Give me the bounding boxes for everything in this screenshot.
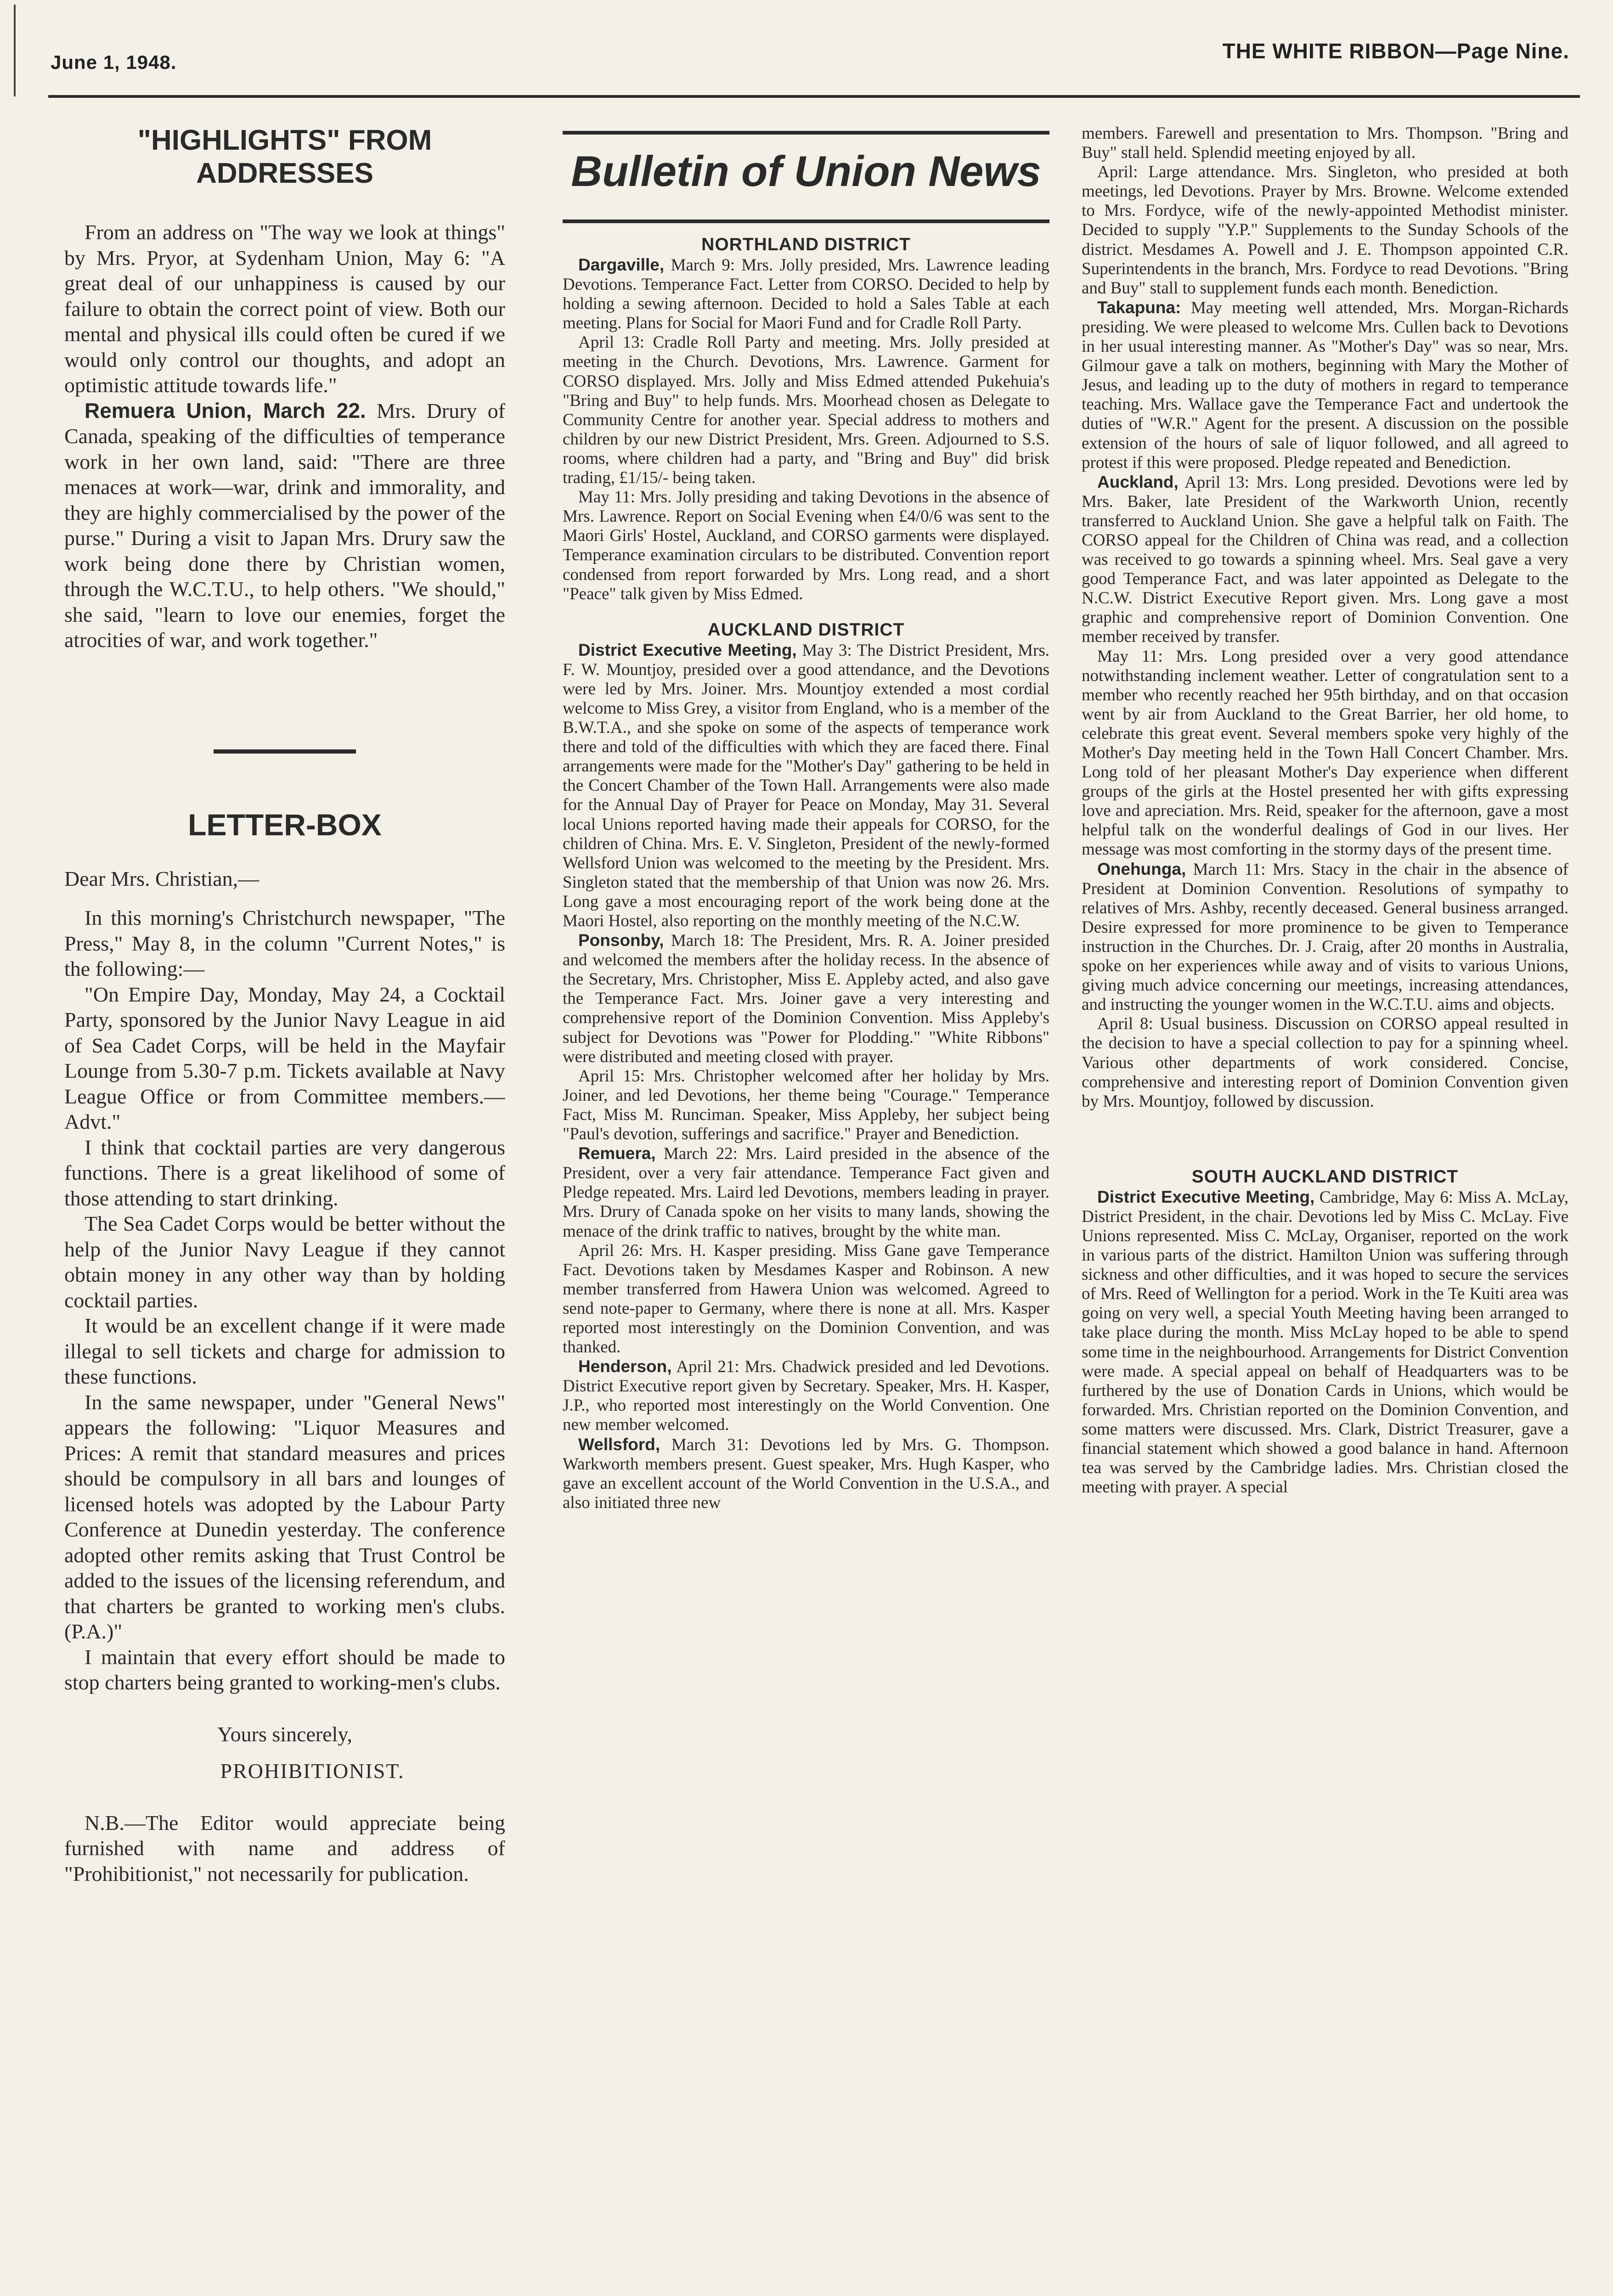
highlights-paragraph — [64, 398, 505, 653]
union-report — [1082, 860, 1568, 1015]
union-report: April: Large attendance. Mrs. Singleton, who presided at both meetings, led Devotions. Prayer by Mrs. Browne. Welcome extended to Mrs. Fordyce, wife of the newly-appointed Methodist minister. Decided to supply "Y.P." Supplements to the Sunday Schools of the district. Mesdames A. Powell and J. E. Thompson appointed C.R. Superintendents in the branch, Mrs. Fordyce to read Devotions. "Bring and Buy" stall to supplement funds each month. Benediction. — [1082, 163, 1568, 298]
paragraph-text: March 31: Devotions led by Mrs. G. Thompson. Warkworth members present. Guest speaker, Mrs. Hugh Kasper, who gave an excellent account of the World Convention in the U.S.A., and also initiated three new — [563, 1435, 1049, 1512]
union-lead: Henderson, — [578, 1357, 672, 1376]
union-lead: District Executive Meeting, — [578, 640, 797, 659]
letter-paragraph: In the same newspaper, under "General News" appears the following: "Liquor Measures and Prices: A remit that standard measures and prices should be compulsory in all bars and lounges of licensed hotels was adopted by the Labour Party Conference at Dunedin yesterday. The conference adopted other remits asking that Trust Control be added to the issues of the licensing referendum, and that charters be granted to working men's clubs. (P.A.)" — [64, 1390, 505, 1643]
union-report: April 15: Mrs. Christopher welcomed after her holiday by Mrs. Joiner, and led Devotions, her theme being "Courage." Temperance Fact, Miss M. Runciman. Speaker, Miss Appleby, her subject being "Paul's devotion, sufferings and sacrifice." Prayer and Benediction. — [563, 1066, 1049, 1144]
union-lead: Wellsford, — [578, 1435, 660, 1454]
paragraph-text: March 11: Mrs. Stacy in the chair in the absence of President at Dominion Convention. Resolutions of sympathy to relatives of Mrs. Ashby, recently deceased. General business arranged. Desire expressed for more prominence to be given to Temperance instruction in the Churches. Dr. J. Craig, after 20 months in Australia, spoke on her experiences while away and of visits to various Unions, giving much advice concerning our meetings, increasing attendances, and instructing the younger women in the W.C.T.U. aims and objects. — [1082, 860, 1568, 1014]
letter-salutation: Dear Mrs. Christian,— — [64, 867, 259, 890]
column-middle — [563, 234, 1049, 1513]
column-left — [64, 124, 505, 1886]
union-report: April 8: Usual business. Discussion on CORSO appeal resulted in the decision to have a special collection to pay for a spinning wheel. Various other departments of work considered. Concise, comprehensive and interesting report of Dominion Convention given by Mrs. Mountjoy, followed by discussion. — [1082, 1014, 1568, 1111]
union-report: members. Farewell and presentation to Mrs. Thompson. "Bring and Buy" stall held. Splendid meeting enjoyed by all. — [1082, 124, 1568, 163]
union-lead: Remuera, — [578, 1144, 656, 1163]
paragraph-text: March 22: Mrs. Laird presided in the absence of the President, over a very fair attendance. Temperance Fact given and Pledge repeated. Mrs. Laird led Devotions, members leading in prayer. Mrs. Drury of Canada spoke on her visits to many lands, showing the menace of the drink traffic to natives, brought by the white man. — [563, 1144, 1049, 1241]
union-report — [563, 1144, 1049, 1241]
letterbox-title: LETTER-BOX — [188, 807, 382, 842]
union-report: April 13: Cradle Roll Party and meeting. Mrs. Jolly presided at meeting in the Church. Devotions, Mrs. Lawrence. Garment for CORSO displayed. Mrs. Jolly and Miss Edmed attended Pukehuia's "Bring and Buy" to help funds. Mrs. Moorhead chosen as Delegate to Community Centre for another year. Special address to mothers and children by our new District President, Mrs. Green. Adjourned to S.S. rooms, where children had a party, and "Bring and Buy" did brisk trading, £1/15/- being taken. — [563, 333, 1049, 488]
paragraph-text: May 3: The District President, Mrs. F. W. Mountjoy, presided over a good attendance, and the Devotions were led by Mrs. Joiner. Mrs. Mountjoy extended a most cordial welcome to Miss Grey, a visitor from England, who is a member of the B.W.T.A., and she spoke on some of the aspects of temperance work there and told of the difficulties with which they are faced there. Final arrangements were made for the "Mother's Day" gathering to be held in the Concert Chamber of the Town Hall. Arrangements were also made for the Annual Day of Prayer for Peace on Monday, May 31. Several local Unions reported having made their appeals for CORSO, for the children of China. Mrs. E. V. Singleton, President of the newly-formed Wellsford Union was welcomed to the meeting by the President. Mrs. Singleton stated that the membership of that Union was now 26. Mrs. Long gave a most encouraging report of the work being done at the Maori Hostel, also reporting on the monthly meeting of the N.C.W. — [563, 641, 1049, 930]
union-lead: Takapuna: — [1097, 298, 1181, 317]
union-report — [563, 641, 1049, 931]
district-heading-south-auckland: SOUTH AUCKLAND DISTRICT — [1191, 1166, 1459, 1187]
column-right — [1082, 124, 1568, 1497]
page-running-head: THE WHITE RIBBON—Page Nine. — [1222, 39, 1569, 63]
paragraph-text: April 21: Mrs. Chadwick presided and led Devotions. District Executive report given by Secretary. Speaker, Mrs. H. Kasper, J.P., who reported most interestingly on the World Convention. One new member welcomed. — [563, 1357, 1049, 1435]
letter-paragraph: It would be an excellent change if it were made illegal to sell tickets and charge for admission to these functions. — [64, 1314, 505, 1388]
letter-closing: Yours sincerely, — [217, 1722, 352, 1746]
paragraph-text: March 18: The President, Mrs. R. A. Joiner presided and welcomed the members after the holiday recess. In the absence of the Secretary, Mrs. Christopher, Miss E. Appleby acted, and also gave the Temperance Fact. Mrs. Joiner gave a very interesting and comprehensive report of the Dominion Convention. Miss Appleby's subject for Devotions was "Power for Plodding." "White Ribbons" were distributed and meeting closed with prayer. — [563, 931, 1049, 1066]
header-rule — [48, 95, 1580, 98]
paragraph-text: March 9: Mrs. Jolly presided, Mrs. Lawrence leading Devotions. Temperance Fact. Letter from CORSO. Decided to help by holding a sewing afternoon. Decided to hold a Sales Table at each meeting. Plans for Social for Maori Fund and for Cradle Roll Party. — [563, 256, 1049, 333]
issue-date: June 1, 1948. — [51, 51, 177, 73]
bulletin-title: Bulletin of Union News — [571, 147, 1041, 195]
union-report — [1082, 298, 1568, 473]
union-lead: District Executive Meeting, — [1097, 1187, 1315, 1206]
letter-paragraph: I maintain that every effort should be made to stop charters being granted to working-men's clubs. — [64, 1645, 505, 1694]
union-report: May 11: Mrs. Long presided over a very good attendance notwithstanding inclement weather. Letter of congratulation sent to a member who recently reached her 95th birthday, and on that occasion went by air from Auckland to the Great Barrier, her old home, to celebrate this great event. Several members spoke very highly of the Mother's Day meeting held in the Town Hall Concert Chamber. Mrs. Long told of her pleasant Mother's Day experience when different groups of the girls at the Hostel presented her with gifts expressing love and apreciation. Mrs. Reid, speaker for the afternoon, gave a most helpful talk on the wonderful dealings of God in our lives. Her message was most comforting in the stormy days of the present time. — [1082, 647, 1568, 859]
editor-note: N.B.—The Editor would appreciate being furnished with name and address of "Prohibitionist," not necessarily for publication. — [64, 1811, 505, 1885]
union-lead: Auckland, — [1097, 472, 1179, 491]
bulletin-top-rule — [563, 131, 1049, 135]
highlights-title-line2: ADDRESSES — [196, 158, 373, 189]
union-report: May 11: Mrs. Jolly presiding and taking Devotions in the absence of Mrs. Lawrence. Report on Social Evening when £4/0/6 was sent to the Maori Girls' Hostel, Auckland, and CORSO garments were displayed. Temperance examination circulars to be distributed. Convention report condensed from report forwarded by Mrs. Long read, and a short "Peace" talk given by Miss Edmed. — [563, 488, 1049, 603]
district-heading-northland: NORTHLAND DISTRICT — [701, 235, 911, 254]
district-heading-auckland: AUCKLAND DISTRICT — [707, 619, 905, 640]
letter-paragraph: I think that cocktail parties are very dangerous functions. There is a great likelihood of some of those attending to start drinking. — [64, 1135, 505, 1210]
paragraph-text: May meeting well attended, Mrs. Morgan-Richards presiding. We were pleased to welcome Mrs. Cullen back to Devotions in her usual interesting manner. As "Mother's Day" was so near, Mrs. Gilmour gave a talk on mothers, beginning with Mary the Mother of Jesus, and leading up to the duty of mothers in regard to temperance teaching. Mrs. Wallace gave the Temperance Fact and undertook the duties of "W.R." Agent for the present. A discussion on the possible extension of the hours of sale of liquor followed, and all agreed to protest if this were proposed. Pledge repeated and Benediction. — [1082, 298, 1568, 472]
union-report: April 26: Mrs. H. Kasper presiding. Miss Gane gave Temperance Fact. Devotions taken by Mesdames Kasper and Robinson. A new member transferred from Hawera Union was welcomed. Agreed to send note-paper to Germany, where there is none at all. Mrs. Kasper reported most interestingly on the Dominion Convention, and was thanked. — [563, 1241, 1049, 1357]
union-report — [563, 255, 1049, 333]
highlights-title: "HIGHLIGHTS" FROM — [137, 124, 432, 156]
section-divider — [214, 749, 356, 754]
paragraph-text: April 13: Mrs. Long presided. Devotions were led by Mrs. Baker, late President of the Warkworth Union, recently transferred to Auckland Union. She gave a helpful talk on Faith. The CORSO appeal for the Children of China was read, and a collection was received to go towards a spinning wheel. Mrs. Seal gave a very good Temperance Fact, and was later appointed as Delegate to the N.C.W. District Executive Report given. Mrs. Long gave a most graphic and comprehensive report of Dominion Convention. One member received by transfer. — [1082, 473, 1568, 647]
union-report — [563, 1435, 1049, 1513]
bulletin-bottom-rule — [563, 219, 1049, 223]
left-margin-line — [14, 5, 16, 96]
paragraph-text: Mrs. Drury of Canada, speaking of the difficulties of temperance work in her own land, said: "There are three menaces at work—war, drink and immorality, and they are highly commercialised by the power of the purse." During a visit to Japan Mrs. Drury saw the work being done there by Christian women, through the W.C.T.U., to help others. "We should," she said, "learn to love our enemies, forget the atrocities of war, and work together." — [64, 399, 505, 652]
union-report — [563, 931, 1049, 1067]
letter-signature: PROHIBITIONIST. — [220, 1759, 405, 1783]
union-lead: Onehunga, — [1097, 859, 1186, 878]
letter-paragraph: "On Empire Day, Monday, May 24, a Cocktail Party, sponsored by the Junior Navy League in aid of Sea Cadet Corps, will be held in the Mayfair Lounge from 5.30-7 p.m. Tickets available at Navy League Office or from Committee members.—Advt." — [64, 982, 505, 1133]
union-lead: Ponsonby, — [578, 931, 664, 950]
letter-paragraph: The Sea Cadet Corps would be better without the help of the Junior Navy League if they cannot obtain money in any other way than by holding cocktail parties. — [64, 1212, 505, 1312]
union-lead: Remuera Union, March 22. — [85, 398, 366, 422]
union-report — [1082, 1187, 1568, 1497]
paragraph-text: Cambridge, May 6: Miss A. McLay, District President, in the chair. Devotions led by Miss C. McLay. Five Unions represented. Miss C. McLay, Organiser, reported on the work in various parts of the district. Hamilton Union was suffering through sickness and other difficulties, and it was hoped to secure the services of Mrs. Reed of Wellington for a period. Work in the Te Kuiti area was going on very well, a special Youth Meeting having been arranged to take place during the month. Miss McLay hoped to be able to spend some time in the neighbourhood. Arrangements for District Convention were made. A special appeal on behalf of Headquarters was to be furthered by the use of Donation Cards in Unions, which would be forwarded. Mrs. Christian reported on the Dominion Convention, and some matters were discussed. Mrs. Clark, District Treasurer, gave a financial statement which showed a good balance in hand. Afternoon tea was served by the Cambridge ladies. Mrs. Christian closed the meeting with prayer. A special — [1082, 1187, 1568, 1497]
union-report — [563, 1357, 1049, 1435]
union-lead: Dargaville, — [578, 255, 665, 274]
highlights-paragraph: From an address on "The way we look at things" by Mrs. Pryor, at Sydenham Union, May 6: "A great deal of our unhappiness is caused by our failure to obtain the correct point of view. Both our mental and physical ills could often be cured if we would only control our thoughts, and adopt an optimistic attitude towards life." — [64, 220, 505, 397]
letter-paragraph: In this morning's Christchurch newspaper, "The Press," May 8, in the column "Current Notes," is the following:— — [64, 906, 505, 980]
union-report — [1082, 473, 1568, 647]
